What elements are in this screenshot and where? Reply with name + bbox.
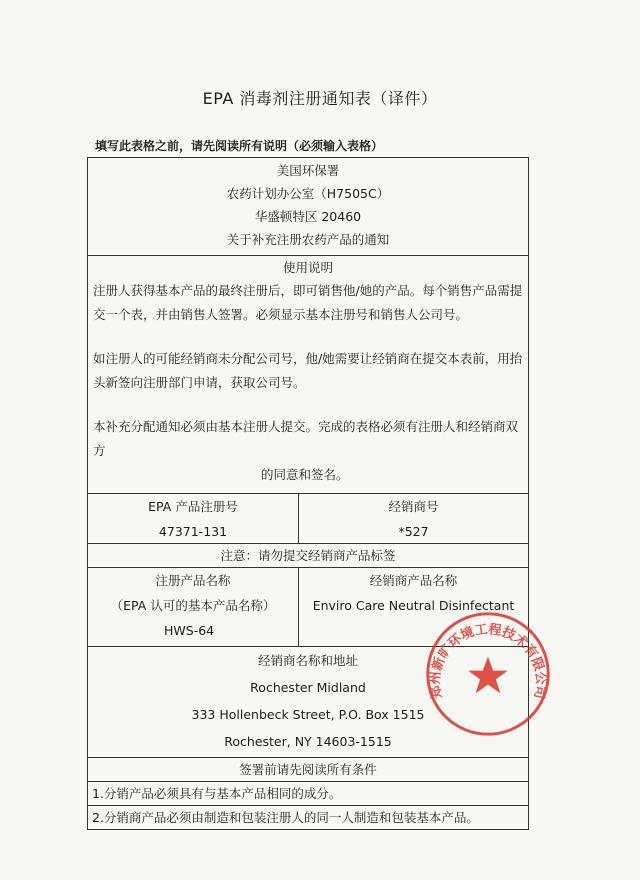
condition-1-row [88,782,529,806]
notice-row [88,544,529,568]
seal-text: 郑州新旷环境工程技术有限公司 [428,622,548,701]
usage-p2-line2: 头新签向注册部门申请，获取公司号。 [93,375,306,390]
condition-2: 2.分销商产品必须由制造和包装注册人的同一人制造和包装基本产品。 [92,810,479,825]
usage-p3-line1: 本补充分配通知必须由基本注册人提交。完成的表格必须有注册人和经销商双方 [93,419,519,458]
agency-name: 美国环保署 [276,163,340,178]
epa-reg-value: 47371-131 [158,524,228,539]
distributor-city: Rochester, NY 14603-1515 [224,734,392,749]
registration-numbers-row [88,494,529,544]
usage-row [88,256,529,494]
agency-office: 农药计划办公室（H7505C） [226,186,390,201]
usage-paragraph-2 [88,347,528,395]
form-subject: 关于补充注册农药产品的通知 [226,232,390,247]
usage-paragraph-1 [88,279,528,327]
distributor-name: Rochester Midland [250,680,366,695]
distributor-address-label: 经销商名称和地址 [258,653,359,668]
conditions-heading: 签署前请先阅读所有条件 [239,762,377,777]
registered-product-value: HWS-64 [164,623,215,638]
usage-p2-line1: 如注册人的可能经销商未分配公司号，他/她需要让经销商在提交本表前，用抬 [93,351,523,366]
registration-form-table [87,157,529,830]
document-title: EPA 消毒剂注册通知表（译件） [202,89,438,108]
usage-p3-line2: 的同意和签名。 [261,467,349,482]
usage-p1-line2: 交一个表，并由销售人签署。必须显示基本注册号和销售人公司号。 [93,307,469,322]
usage-heading: 使用说明 [283,260,334,275]
distributor-street: 333 Hollenbeck Street, P.O. Box 1515 [191,707,425,722]
condition-1: 1.分销产品必须具有与基本产品相同的成分。 [92,786,342,801]
distributor-product-label: 经销商产品名称 [369,573,458,588]
registered-product-label: 注册产品名称 [155,573,231,588]
registered-product-sublabel: （EPA 认可的基本产品名称） [110,598,276,613]
product-names-row [88,568,529,647]
distributor-address-row [88,647,529,758]
usage-paragraph-3 [88,415,528,487]
usage-p1-line1: 注册人获得基本产品的最终注册后，即可销售他/她的产品。每个销售产品需提 [93,283,523,298]
distributor-number-label: 经销商号 [388,499,439,514]
notice-text: 注意：请勿提交经销商产品标签 [220,548,396,563]
distributor-number-value: *527 [398,524,429,539]
conditions-heading-row [88,758,529,782]
agency-city: 华盛顿特区 20460 [254,209,362,224]
distributor-product-value: Enviro Care Neutral Disinfectant [312,598,515,613]
instruction-note: 填写此表格之前，请先阅读所有说明（必须输入表格） [95,139,384,153]
epa-reg-label: EPA 产品注册号 [148,499,238,514]
agency-row [88,158,529,256]
condition-2-row [88,806,529,830]
